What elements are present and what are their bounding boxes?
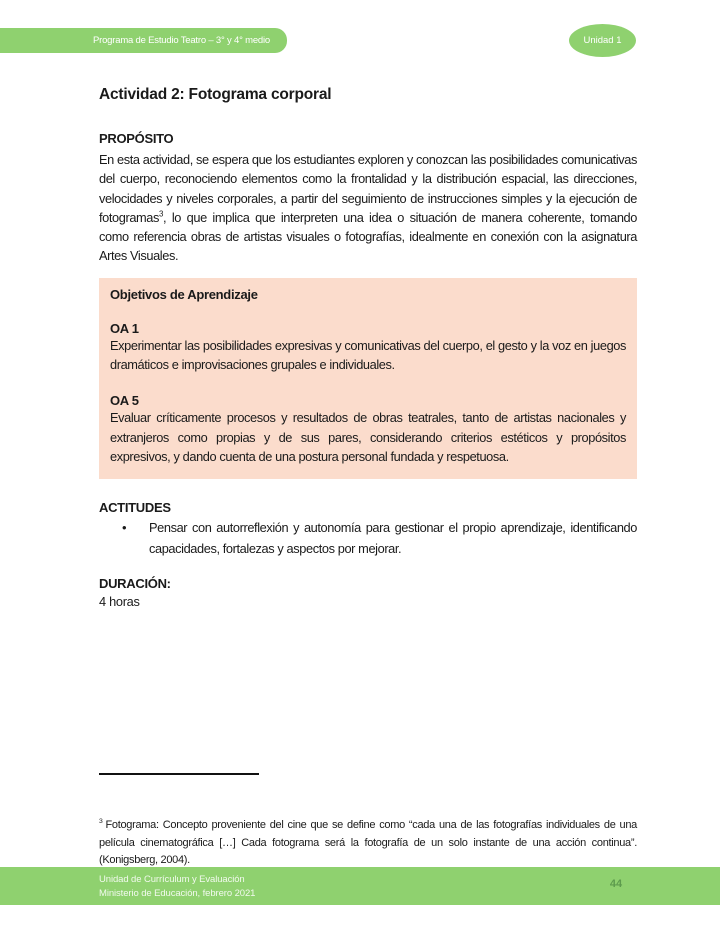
proposito-heading: PROPÓSITO: [99, 131, 174, 146]
oa-item-2: [110, 393, 626, 466]
oa-5-text: Evaluar críticamente procesos y resultados de obras teatrales, tanto de artistas nacionales y extranjeros como propias y de sus pares, considerando criterios estéticos y propósitos expresivos, y dando cuenta de una postura personal fundada y respetuosa.: [110, 410, 626, 464]
footnote-separator-rule: [99, 773, 259, 775]
objetivos-aprendizaje-box: [99, 278, 637, 479]
header-unit-badge: [569, 24, 636, 57]
footnote-text-block: [99, 817, 637, 870]
footer-institution-block: [99, 873, 255, 900]
footer-bar: [0, 867, 720, 905]
activity-title: Actividad 2: Fotograma corporal: [99, 86, 332, 103]
oa-1-text: Experimentar las posibilidades expresivas y comunicativas del cuerpo, el gesto y la voz en juegos dramáticos e improvisaciones grupales e individuales.: [110, 337, 626, 373]
actitudes-item-text: Pensar con autorreflexión y autonomía para gestionar el propio aprendizaje, identificando capacidades, fortalezas y aspectos por mejorar.: [149, 520, 637, 556]
proposito-text-before-ref: En esta actividad, se espera que los estudiantes exploren y conozcan las posibilidades comunicativas del cuerpo, reconociendo elementos como la frontalidad y la distribución espacial, las direcciones, velocidades y niveles corporales, a partir del seguimiento de instrucciones simples y la ejecución de fotogramas: [99, 152, 637, 225]
actitudes-list-item: [122, 518, 637, 559]
footer-line-1: Unidad de Currículum y Evaluación: [99, 874, 245, 885]
header-program-label: Programa de Estudio Teatro – 3° y 4° medio: [93, 35, 270, 46]
main-content: [99, 86, 637, 609]
footnote-reference-superscript: 3: [159, 209, 164, 219]
actitudes-heading: ACTITUDES: [99, 500, 171, 516]
page-number: 44: [609, 878, 623, 890]
header-unit-label: Unidad 1: [583, 35, 622, 46]
oa-item-1: [110, 321, 626, 375]
duracion-value: 4 horas: [99, 594, 140, 610]
oa-1-label: OA 1: [110, 320, 139, 336]
proposito-paragraph: [99, 150, 637, 266]
oa-5-label: OA 5: [110, 393, 139, 409]
proposito-text-after-ref: , lo que implica que interpreten una idea o situación de manera coherente, tomando como referencia obras de artistas visuales o fotografías, idealmente en conexión con la asignatura Artes Visuales.: [99, 209, 637, 264]
objetivos-heading: Objetivos de Aprendizaje: [110, 286, 258, 302]
bullet-icon: •: [122, 520, 127, 536]
footer-line-2: Ministerio de Educación, febrero 2021: [99, 887, 256, 899]
header-program-pill: [0, 28, 287, 53]
footnote-section: [99, 773, 637, 870]
duracion-heading: DURACIÓN:: [99, 576, 171, 592]
footnote-text: Fotograma: Concepto proveniente del cine que se define como “cada una de las fotografías individuales de una película cinematográfica […] Cada fotograma será la fotografía de un solo instante de una acción continua”. (Konigsberg, 2004).: [99, 819, 637, 866]
footnote-marker: 3: [99, 818, 103, 826]
